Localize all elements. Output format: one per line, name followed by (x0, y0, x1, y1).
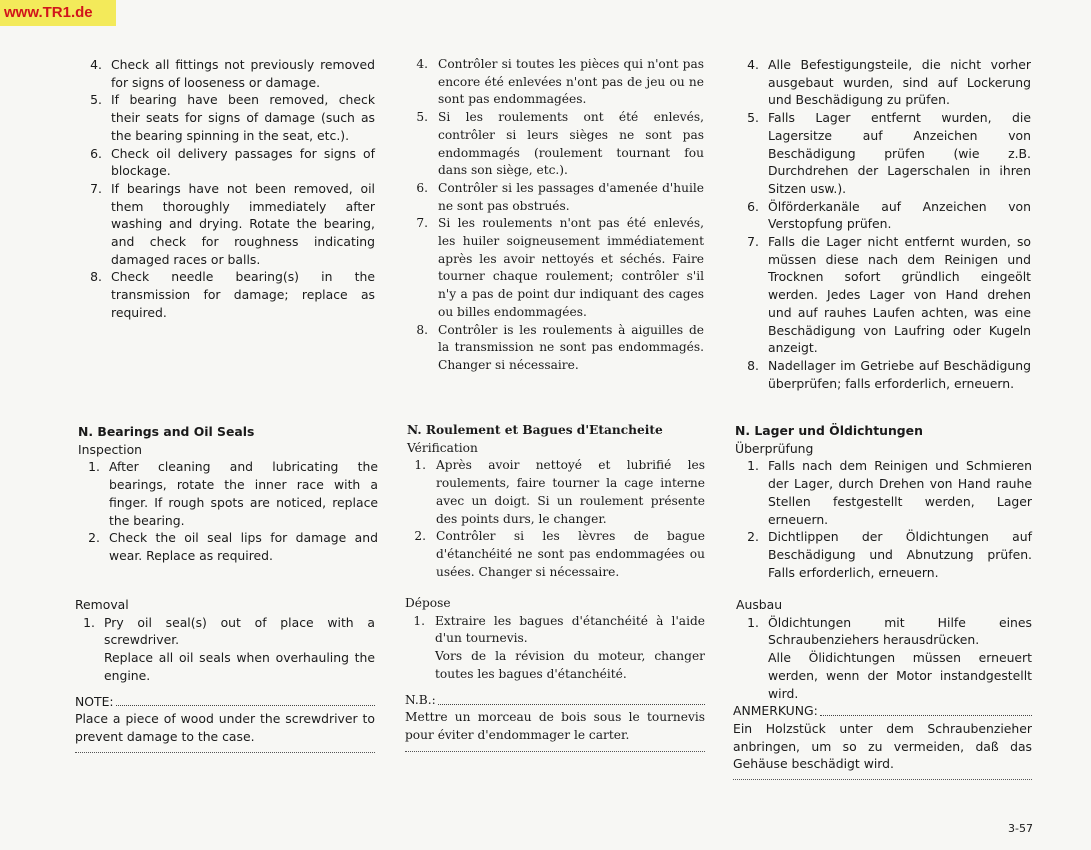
list-item (412, 180, 704, 215)
fr-removal-section (405, 595, 705, 752)
en-bearings-section (78, 423, 378, 565)
fr-inspection-list (410, 457, 705, 581)
item-number: 1. (88, 459, 100, 475)
list-item (412, 215, 704, 321)
item-text: Falls Lager entfernt wurden, die Lagersitze auf Anzeichen von Beschädigung prüfen (wie z.B. Durchdrehen der Lagerschalen in ihren Sitzen usw.). (768, 110, 1031, 196)
fr-note-header (405, 692, 705, 710)
item-text: Contrôler si toutes les pièces qui n'ont pas encore été enlevées n'ont pas de jeu ou ne sont pas endommagées. (438, 57, 704, 107)
item-text: Contrôler is les roulements à aiguilles de la transmission ne sont pas endommagés. Changer si nécessaire. (438, 322, 704, 372)
item-number: 6. (416, 180, 428, 195)
list-item (75, 614, 375, 649)
en-note-text: Place a piece of wood under the screwdriver to prevent damage to the case. (75, 711, 375, 744)
item-text: Alle Befestigungsteile, die nicht vorher ausgebaut wurden, sind auf Lockerung und Beschädigung zu prüfen. (768, 57, 1031, 108)
en-removal-list (75, 614, 375, 649)
item-number: 1. (747, 614, 759, 630)
en-removal-section (75, 596, 375, 753)
list-item (739, 457, 1032, 528)
watermark-logo: www.TR1.de (0, 0, 116, 26)
item-number: 8. (416, 322, 428, 337)
de-removal-section (733, 596, 1032, 780)
fr-removal-list (409, 613, 705, 648)
fr-removal-label: Dépose (405, 596, 451, 610)
item-number: 4. (747, 57, 759, 72)
item-number: 6. (747, 198, 759, 214)
list-item (80, 458, 378, 529)
item-number: 4. (90, 57, 102, 72)
fr-removal-continuation: Vors de la révision du moteur, changer toutes les bagues d'étanchéité. (435, 649, 705, 681)
en-divider (75, 752, 375, 753)
item-text: Si les roulements n'ont pas été enlevés, les huiler soigneusement immédiatement après les avoir nettoyés et séchés. Faire tourner chaque roulement; contrôler s'il n'y a pas de point dur indiquant des cages ou billes endommagées. (438, 216, 704, 319)
item-number: 2. (88, 530, 100, 546)
item-number: 8. (90, 269, 102, 285)
item-number: 1. (414, 458, 426, 473)
page-number: 3-57 (1008, 822, 1033, 835)
de-removal-list (739, 614, 1032, 649)
item-number: 8. (747, 357, 759, 373)
en-note-label: NOTE: (75, 693, 114, 709)
fr-section-title: N. Roulement et Bagues d'Etancheite (407, 423, 663, 437)
de-inspection-list (739, 457, 1032, 581)
list-item (412, 56, 704, 109)
item-text: Ölförderkanäle auf Anzeichen von Verstopfung prüfen. (768, 198, 1031, 232)
list-item (80, 529, 378, 564)
list-item (739, 528, 1032, 581)
list-item (410, 528, 705, 581)
item-number: 6. (90, 145, 102, 161)
fr-divider (405, 751, 705, 752)
list-item (82, 268, 375, 321)
de-bearings-section (735, 422, 1032, 581)
item-number: 2. (414, 529, 426, 544)
list-item (409, 613, 705, 648)
list-item (412, 109, 704, 180)
de-note-header (733, 702, 1032, 720)
en-removal-continuation: Replace all oil seals when overhauling the engine. (104, 650, 375, 683)
item-text: Check the oil seal lips for damage and wear. Replace as required. (109, 530, 378, 563)
item-text: Contrôler si les lèvres de bague d'étanchéité ne sont pas endommagées ou usées. Changer si nécessaire. (436, 529, 705, 579)
de-top-list (739, 56, 1031, 392)
item-text: Après avoir nettoyé et lubrifié les roulements, faire tourner la cage interne avec un doigt. Si un roulement présente des points durs, le changer. (436, 458, 705, 526)
item-text: Contrôler si les passages d'amenée d'huile ne sont pas obstrués. (438, 180, 704, 213)
list-item (82, 180, 375, 269)
list-item (739, 56, 1031, 109)
de-removal-label: Ausbau (736, 597, 783, 612)
de-removal-continuation: Alle Ölidichtungen müssen erneuert werden, wenn der Motor instandgestellt wird. (768, 650, 1032, 701)
list-item (82, 56, 375, 91)
item-number: 7. (747, 234, 759, 250)
list-item (739, 614, 1032, 649)
fr-top-list (412, 56, 704, 375)
fr-bearings-section (407, 422, 705, 581)
item-text: Check oil delivery passages for signs of blockage. (111, 145, 375, 179)
list-item (739, 233, 1031, 357)
item-text: Dichtlippen der Öldichtungen auf Beschädigung und Abnutzung prüfen. Falls erforderlich, erneuern. (768, 529, 1032, 580)
de-section-title: N. Lager und Öldichtungen (735, 423, 923, 438)
list-item (739, 357, 1031, 392)
item-number: 4. (416, 57, 428, 71)
en-note-header (75, 693, 375, 711)
de-note-text: Ein Holzstück unter dem Schraubenzieher anbringen, um so zu vermeiden, daß das Gehäuse beschädigt wird. (733, 720, 1032, 772)
fr-note-label: N.B.: (405, 692, 436, 707)
list-item (410, 457, 705, 528)
en-section-title: N. Bearings and Oil Seals (78, 424, 255, 439)
item-text: After cleaning and lubricating the bearings, rotate the inner race with a finger. If rough spots are noticed, replace the bearing. (109, 459, 378, 528)
list-item (739, 109, 1031, 198)
fr-note-text: Mettre un morceau de bois sous le tournevis pour éviter d'endommager le carter. (405, 710, 705, 742)
list-item (82, 145, 375, 180)
item-number: 5. (416, 110, 428, 125)
item-number: 2. (747, 529, 759, 545)
list-item (82, 91, 375, 144)
en-top-list (82, 56, 375, 322)
item-number: 7. (90, 180, 102, 196)
item-text: Öldichtungen mit Hilfe eines Schraubenziehers herausdrücken. (768, 614, 1032, 648)
de-note-label: ANMERKUNG: (733, 703, 818, 719)
item-number: 1. (83, 614, 95, 630)
item-number: 1. (747, 458, 759, 474)
fr-inspection-label: Vérification (407, 440, 478, 455)
item-text: Si les roulements ont été enlevés, contrôler si leurs sièges ne sont pas endommagés (roulement tournant fou dans son siège, etc.). (438, 110, 704, 178)
item-text: Extraire les bagues d'étanchéité à l'aide d'un tournevis. (435, 613, 705, 646)
de-divider (733, 779, 1032, 780)
item-number: 5. (90, 92, 102, 108)
de-inspection-label: Überprüfung (735, 440, 814, 456)
item-number: 5. (747, 110, 759, 126)
en-inspection-label: Inspection (78, 441, 142, 457)
item-text: Check needle bearing(s) in the transmission for damage; replace as required. (111, 269, 375, 320)
list-item (739, 198, 1031, 233)
item-text: Falls die Lager nicht entfernt wurden, so müssen diese nach dem Reinigen und Trocknen sofort gründlich eingeölt werden. Jedes Lager von Hand drehen und auf rauhes Laufen achten, was eine Beschädigung von Laufring oder Kugeln anzeigt. (768, 234, 1031, 356)
list-item (412, 322, 704, 375)
item-text: If bearings have not been removed, oil them thoroughly immediately after washing and drying. Rotate the bearing, and check for roughness indicating damaged races or balls. (111, 180, 375, 267)
item-number: 7. (416, 216, 428, 231)
en-inspection-list (80, 458, 378, 564)
item-text: Falls nach dem Reinigen und Schmieren der Lager, durch Drehen von Hand rauhe Stellen festgestellt werden, Lager erneuern. (768, 458, 1032, 527)
item-text: Nadellager im Getriebe auf Beschädigung überprüfen; falls erforderlich, erneuern. (768, 357, 1031, 391)
item-text: If bearing have been removed, check their seats for signs of damage (such as the bearing spinning in the seat, etc.). (111, 92, 375, 143)
en-removal-label: Removal (75, 597, 129, 612)
item-number: 1. (413, 613, 425, 628)
item-text: Pry oil seal(s) out of place with a screwdriver. (104, 614, 375, 648)
item-text: Check all fittings not previously removed for signs of looseness or damage. (111, 57, 375, 90)
